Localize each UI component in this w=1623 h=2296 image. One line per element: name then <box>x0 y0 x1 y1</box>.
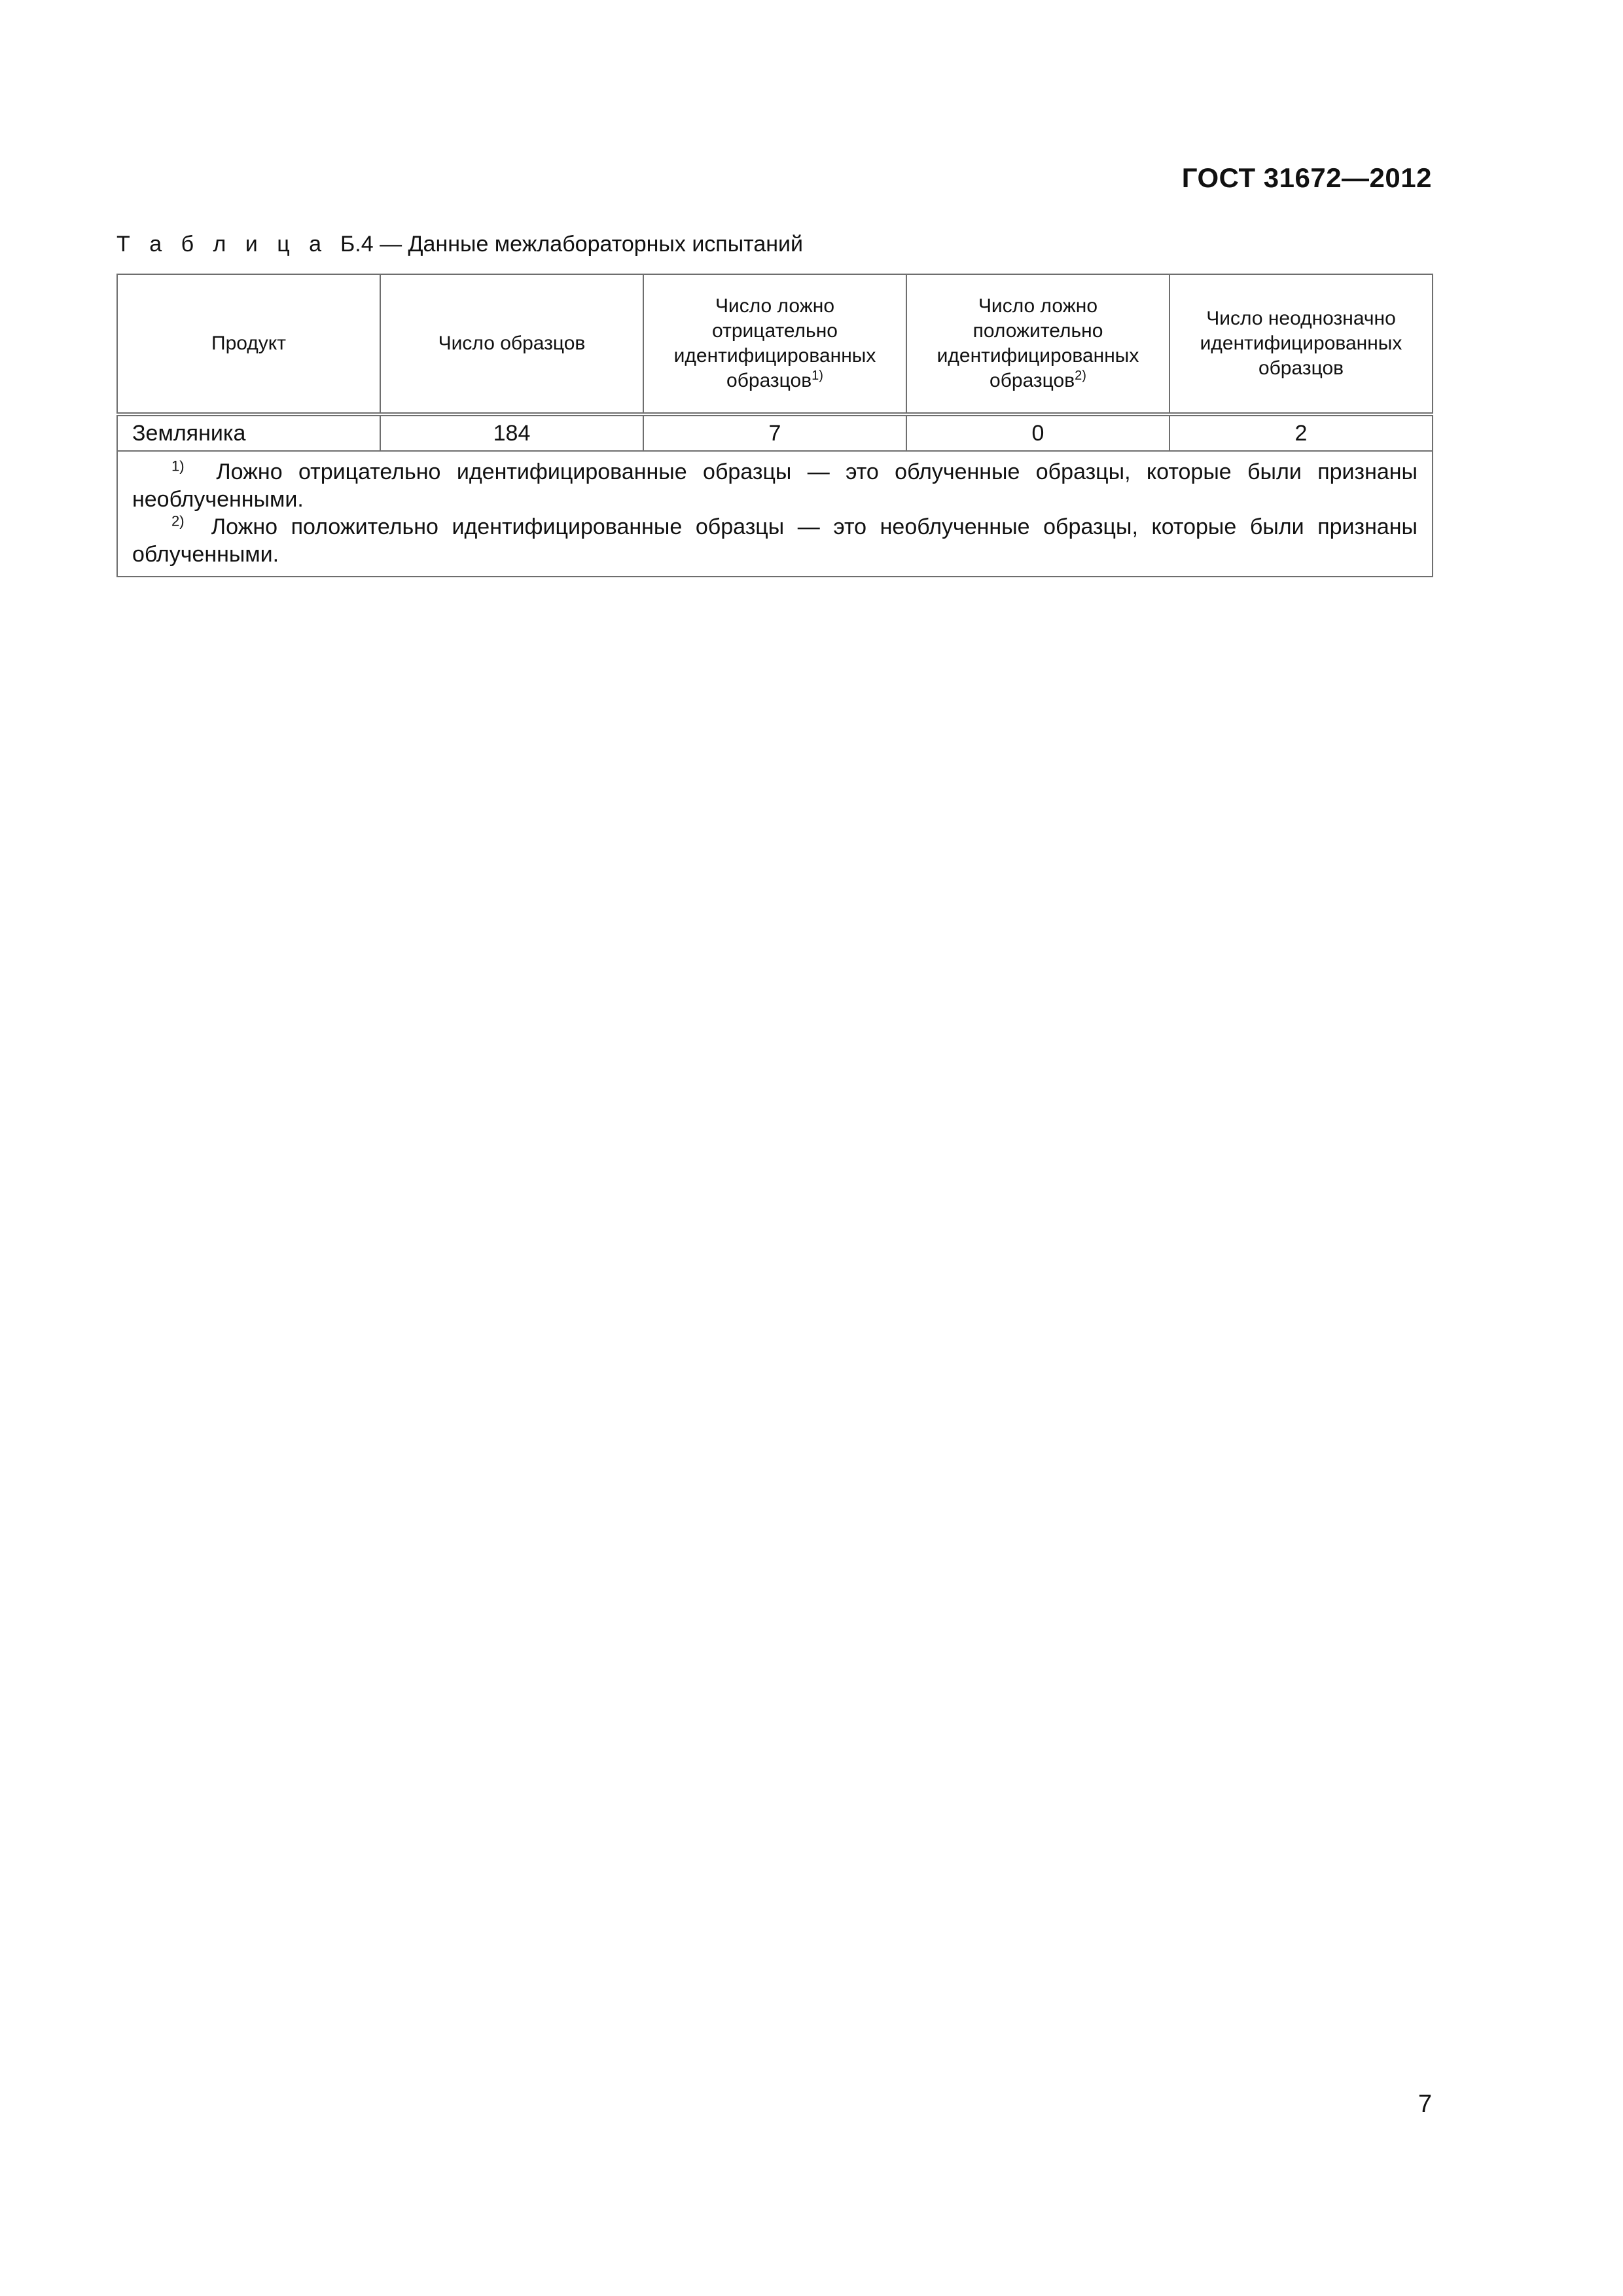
table-header-row <box>117 274 1433 414</box>
cell-product: Земляника <box>117 414 380 451</box>
footnote-text-2: Ложно положительно идентифицированные образцы — это необлученные образцы, которые были признаны облученными. <box>132 514 1418 567</box>
cell-false-negative: 7 <box>643 414 906 451</box>
table-notes-row <box>117 451 1433 577</box>
footnote-marker-1: 1) <box>171 457 185 475</box>
footnote-marker-2: 2) <box>171 512 185 529</box>
page-number: 7 <box>1418 2090 1432 2118</box>
table-caption-prefix: Т а б л и ц а <box>116 232 329 257</box>
table-notes <box>117 451 1433 577</box>
table-row <box>117 414 1433 451</box>
footnote-2 <box>132 513 1418 568</box>
cell-sample-count: 184 <box>380 414 643 451</box>
footnote-1 <box>132 458 1418 513</box>
column-header-ambiguous: Число неоднозначно идентифицированных образцов <box>1169 274 1433 414</box>
column-header-false-positive: Число ложно положительно идентифицированных образцов$^{2)}$ <box>906 274 1169 414</box>
column-header-sample-count: Число образцов <box>380 274 643 414</box>
footnote-ref-2: 2) <box>1075 368 1086 383</box>
cell-ambiguous: 2 <box>1169 414 1433 451</box>
cell-false-positive: 0 <box>906 414 1169 451</box>
column-header-product: Продукт <box>117 274 380 414</box>
column-header-false-negative: Число ложно отрицательно идентифицированных образцов$^{1)}$ <box>643 274 906 414</box>
footnote-ref-1: 1) <box>812 368 823 383</box>
table-caption <box>116 232 803 257</box>
table-caption-title: Б.4 — Данные межлабораторных испытаний <box>340 232 804 257</box>
interlab-results-table <box>116 274 1433 577</box>
document-header: ГОСТ 31672—2012 <box>1181 162 1432 193</box>
footnote-text-1: Ложно отрицательно идентифицированные образцы — это облученные образцы, которые были признаны необлученными. <box>132 459 1418 512</box>
